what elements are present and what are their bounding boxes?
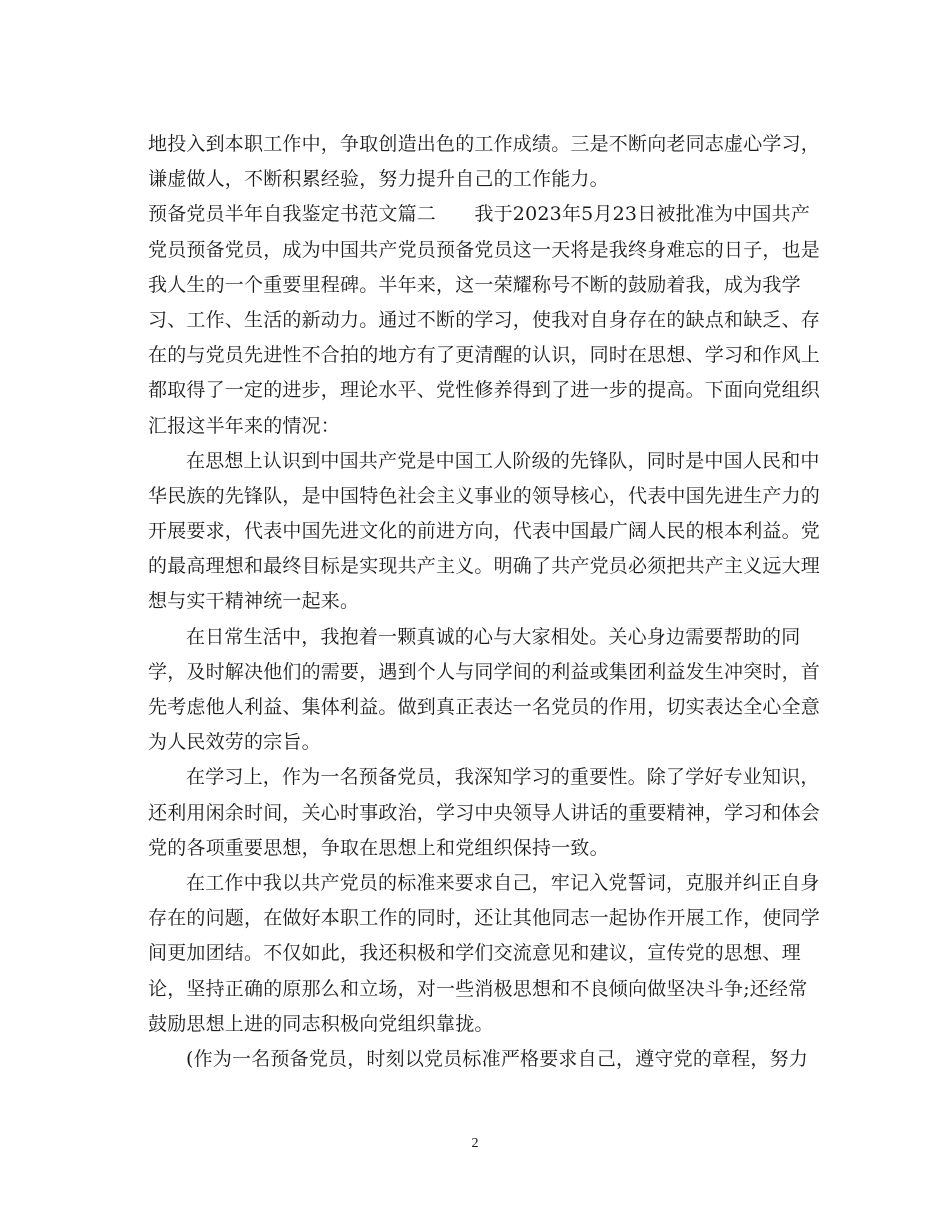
paragraph-first-line: 在日常生活中，我抱着一颗真诚的心与大家相处。关心身边需要帮助的同: [186, 625, 801, 648]
page-number: 2: [471, 1136, 479, 1151]
text-line: 汇报这半年来的情况：: [148, 414, 341, 437]
text-line: 还利用闲余时间，关心时事政治，学习中央领导人讲话的重要精神，学习和体会: [148, 801, 821, 824]
text-line: 地投入到本职工作中，争取创造出色的工作成绩。三是不断向老同志虚心学习，: [148, 133, 821, 155]
text-line: 习、工作、生活的新动力。通过不断的学习，使我对自身存在的缺点和缺乏、存: [148, 308, 821, 331]
text-line: 存在的问题，在做好本职工作的同时，还让其他同志一起协作开展工作，使同学: [148, 907, 821, 930]
text-line: 的最高理想和最终目标是实现共产主义。明确了共产党员必须把共产主义远大理: [148, 555, 821, 578]
text-line: 想与实干精神统一起来。: [148, 590, 360, 613]
text-line: 间更加团结。不仅如此，我还积极和学们交流意见和建议，宣传党的思想、理: [148, 942, 801, 965]
text-line: 我人生的一个重要里程碑。半年来，这一荣耀称号不断的鼓励着我，成为我学: [148, 273, 801, 296]
text-line: 论，坚持正确的原那么和立场，对一些消极思想和不良倾向做坚决斗争;还经常: [148, 977, 808, 1000]
text-line: 学，及时解决他们的需要，遇到个人与同学间的利益或集团利益发生冲突时，首: [148, 660, 821, 683]
text-line: 谦虚做人，不断积累经验，努力提升自己的工作能力。: [148, 168, 609, 191]
paragraph-first-line: (作为一名预备党员，时刻以党员标准严格要求自己，遵守党的章程，努力: [186, 1047, 809, 1070]
text-line: 先考虑他人利益、集体利益。做到真正表达一名党员的作用，切实表达全心全意: [148, 696, 821, 718]
paragraph-first-line: 在工作中我以共产党员的标准来要求自己，牢记入党誓词，克服并纠正自身: [186, 871, 820, 894]
text-line: 党的各项重要思想，争取在思想上和党组织保持一致。: [148, 836, 609, 859]
paragraph-first-line: 在学习上，作为一名预备党员，我深知学习的重要性。除了学好专业知识，: [186, 766, 820, 789]
text-line: 党员预备党员，成为中国共产党员预备党员这一天将是我终身难忘的日子，也是: [148, 238, 821, 261]
document-body: [148, 127, 821, 1077]
paragraph-first-line: 在思想上认识到中国共产党是中国工人阶级的先锋队，同时是中国人民和中: [186, 449, 820, 472]
text-line: 在的与党员先进性不合拍的地方有了更清醒的认识，同时在思想、学习和作风上: [148, 344, 821, 367]
text-line: 鼓励思想上进的同志积极向党组织靠拢。: [148, 1012, 494, 1035]
text-line: 华民族的先锋队，是中国特色社会主义事业的领导核心，代表中国先进生产力的: [148, 484, 821, 507]
text-line: 都取得了一定的进步，理论水平、党性修养得到了进一步的提高。下面向党组织: [148, 379, 821, 402]
text-line: 开展要求，代表中国先进文化的前进方向，代表中国最广阔人民的根本利益。党: [148, 520, 821, 543]
section-heading-line: 预备党员半年自我鉴定书范文篇二 我于2023年5月23日被批准为中国共产: [148, 203, 811, 226]
text-line: 为人民效劳的宗旨。: [148, 731, 321, 754]
